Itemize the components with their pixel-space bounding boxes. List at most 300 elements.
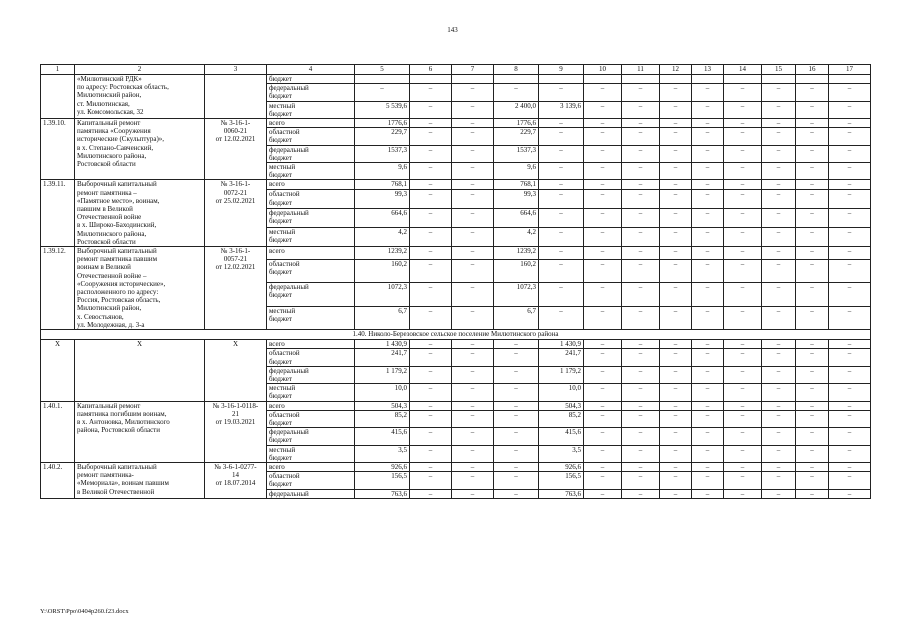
amount-cell: – [584, 410, 622, 427]
amount-cell: – [692, 401, 724, 410]
amount-cell: – [762, 119, 796, 128]
funding-source: федеральный бюджет [267, 84, 355, 101]
amount-cell: – [660, 259, 692, 283]
amount-cell: – [410, 401, 452, 410]
amount-cell: – [410, 101, 452, 118]
amount-cell: – [692, 101, 724, 118]
amount-cell: – [724, 119, 762, 128]
amount-cell: – [622, 306, 660, 330]
amount-cell: – [762, 340, 796, 349]
amount-cell: – [724, 349, 762, 366]
funding-source: местный бюджет [267, 306, 355, 330]
amount-cell: – [762, 101, 796, 118]
amount-cell: – [452, 445, 494, 462]
amount-cell: – [724, 401, 762, 410]
amount-cell: – [692, 228, 724, 247]
amount-cell: – [762, 445, 796, 462]
amount-cell [762, 75, 796, 84]
amount-cell: – [829, 209, 871, 228]
amount-cell: – [829, 119, 871, 128]
amount-cell: – [796, 306, 829, 330]
document-reference: № 3-6-1-0277- 14 от 18.07.2014 [205, 462, 267, 498]
amount-cell: – [410, 366, 452, 383]
amount-cell: – [539, 190, 584, 209]
column-number: 17 [829, 65, 871, 75]
amount-cell: – [796, 489, 829, 498]
amount-cell: – [829, 384, 871, 401]
amount-cell [355, 75, 410, 84]
amount-cell: – [410, 84, 452, 101]
amount-cell: 4,2 [355, 228, 410, 247]
amount-cell: – [622, 428, 660, 445]
amount-cell: 4,2 [494, 228, 539, 247]
amount-cell: – [355, 84, 410, 101]
amount-cell: – [584, 209, 622, 228]
amount-cell: – [410, 145, 452, 162]
amount-cell: – [762, 306, 796, 330]
amount-cell: – [692, 119, 724, 128]
amount-cell: – [539, 306, 584, 330]
amount-cell: – [692, 340, 724, 349]
item-number: 1.39.11. [41, 180, 75, 247]
amount-cell: – [539, 283, 584, 307]
amount-cell: – [452, 472, 494, 489]
amount-cell: – [539, 145, 584, 162]
amount-cell: – [692, 489, 724, 498]
funding-source: федеральный бюджет [267, 283, 355, 307]
amount-cell: – [410, 410, 452, 427]
amount-cell: – [452, 428, 494, 445]
amount-cell: 1239,2 [494, 247, 539, 259]
amount-cell: – [622, 340, 660, 349]
object-name: Капитальный ремонт памятника «Сооружения исторические (Скульптура)», в х. Степано-Савченский, Милютинского района, Ростовской области [75, 119, 205, 180]
amount-cell: – [796, 128, 829, 145]
amount-cell: – [692, 349, 724, 366]
amount-cell: – [762, 128, 796, 145]
amount-cell: – [724, 101, 762, 118]
funding-source: местный бюджет [267, 101, 355, 118]
funding-source: местный бюджет [267, 445, 355, 462]
table-row [41, 462, 871, 471]
amount-cell: – [829, 489, 871, 498]
amount-cell: 160,2 [494, 259, 539, 283]
amount-cell: – [584, 145, 622, 162]
amount-cell: – [452, 145, 494, 162]
amount-cell: – [539, 163, 584, 180]
amount-cell: – [692, 306, 724, 330]
amount-cell: – [584, 428, 622, 445]
object-name: «Милютинский РДК» по адресу: Ростовская область, Милютинский район, ст. Милютинская, ул. Комсомольская, 32 [75, 75, 205, 119]
amount-cell: – [660, 384, 692, 401]
amount-cell: – [692, 428, 724, 445]
column-number: 1 [41, 65, 75, 75]
document-reference: № 3-16-1- 0072-21 от 25.02.2021 [205, 180, 267, 247]
amount-cell: – [724, 84, 762, 101]
amount-cell: 10,0 [355, 384, 410, 401]
amount-cell: – [622, 190, 660, 209]
amount-cell: – [762, 247, 796, 259]
amount-cell: – [829, 163, 871, 180]
amount-cell: – [724, 462, 762, 471]
amount-cell: – [584, 163, 622, 180]
amount-cell: – [829, 306, 871, 330]
amount-cell: – [660, 462, 692, 471]
amount-cell: 768,1 [494, 180, 539, 190]
funding-source: областной бюджет [267, 259, 355, 283]
amount-cell: – [539, 84, 584, 101]
amount-cell: – [584, 445, 622, 462]
item-number: 1.39.10. [41, 119, 75, 180]
amount-cell: – [829, 349, 871, 366]
amount-cell: – [762, 489, 796, 498]
amount-cell: – [692, 384, 724, 401]
amount-cell: – [724, 209, 762, 228]
amount-cell: 3,5 [355, 445, 410, 462]
amount-cell: – [762, 366, 796, 383]
amount-cell: 504,3 [539, 401, 584, 410]
amount-cell: – [452, 283, 494, 307]
amount-cell: – [539, 119, 584, 128]
amount-cell: – [762, 410, 796, 427]
item-number: Х [41, 340, 75, 401]
amount-cell: – [692, 145, 724, 162]
amount-cell: – [724, 472, 762, 489]
amount-cell: – [452, 180, 494, 190]
amount-cell: – [452, 306, 494, 330]
amount-cell: – [539, 180, 584, 190]
funding-source: областной бюджет [267, 410, 355, 427]
amount-cell: – [796, 180, 829, 190]
funding-source: всего [267, 180, 355, 190]
amount-cell: – [762, 190, 796, 209]
amount-cell: – [796, 259, 829, 283]
amount-cell: – [796, 247, 829, 259]
amount-cell: – [452, 401, 494, 410]
amount-cell: – [410, 209, 452, 228]
amount-cell: 1072,3 [355, 283, 410, 307]
funding-source: федеральный бюджет [267, 145, 355, 162]
amount-cell: – [584, 340, 622, 349]
amount-cell: – [584, 384, 622, 401]
amount-cell: 241,7 [539, 349, 584, 366]
amount-cell: – [452, 349, 494, 366]
amount-cell: – [494, 340, 539, 349]
amount-cell: – [796, 84, 829, 101]
amount-cell: 1 430,9 [355, 340, 410, 349]
document-reference [205, 75, 267, 119]
amount-cell: – [692, 366, 724, 383]
amount-cell: – [796, 190, 829, 209]
amount-cell: 415,6 [355, 428, 410, 445]
amount-cell: – [622, 247, 660, 259]
amount-cell: – [410, 462, 452, 471]
amount-cell: 1 179,2 [355, 366, 410, 383]
amount-cell: 1239,2 [355, 247, 410, 259]
amount-cell: – [660, 349, 692, 366]
amount-cell: – [494, 366, 539, 383]
section-row [41, 330, 871, 340]
amount-cell: – [622, 384, 660, 401]
funding-source: федеральный бюджет [267, 366, 355, 383]
amount-cell: 926,6 [539, 462, 584, 471]
amount-cell: – [410, 247, 452, 259]
amount-cell: – [796, 209, 829, 228]
amount-cell: 85,2 [539, 410, 584, 427]
amount-cell: – [829, 190, 871, 209]
object-name: Выборочный капитальный ремонт памятника павшим воинам в Великой Отечественной войне – «Сооружения исторические», расположенного по адресу: Россия, Ростовская область, Милютинский район, х. Севостьянов, ул. Молодежная, д. 3-а [75, 247, 205, 330]
amount-cell: – [724, 180, 762, 190]
table-row [41, 75, 871, 84]
amount-cell: – [494, 489, 539, 498]
amount-cell: – [584, 283, 622, 307]
amount-cell: – [724, 428, 762, 445]
amount-cell: – [584, 247, 622, 259]
amount-cell: – [660, 163, 692, 180]
amount-cell: – [660, 128, 692, 145]
column-number: 13 [692, 65, 724, 75]
column-number: 14 [724, 65, 762, 75]
amount-cell: – [539, 209, 584, 228]
amount-cell: 926,6 [355, 462, 410, 471]
funding-source: местный бюджет [267, 228, 355, 247]
amount-cell: – [622, 84, 660, 101]
amount-cell: 1072,3 [494, 283, 539, 307]
funding-source: федеральный бюджет [267, 428, 355, 445]
item-number [41, 75, 75, 119]
table-row [41, 247, 871, 259]
amount-cell [622, 75, 660, 84]
amount-cell: 9,6 [494, 163, 539, 180]
funding-source: всего [267, 119, 355, 128]
amount-cell: – [539, 228, 584, 247]
funding-source: всего [267, 462, 355, 471]
amount-cell: – [494, 445, 539, 462]
amount-cell: 99,3 [355, 190, 410, 209]
amount-cell: – [692, 472, 724, 489]
amount-cell: – [452, 489, 494, 498]
amount-cell: – [829, 247, 871, 259]
amount-cell: 763,6 [355, 489, 410, 498]
amount-cell: – [622, 163, 660, 180]
amount-cell: – [660, 472, 692, 489]
item-number: 1.40.2. [41, 462, 75, 498]
amount-cell: – [660, 445, 692, 462]
amount-cell: 1 430,9 [539, 340, 584, 349]
amount-cell: – [539, 128, 584, 145]
amount-cell: – [762, 180, 796, 190]
amount-cell: – [829, 180, 871, 190]
amount-cell: – [724, 283, 762, 307]
amount-cell: – [660, 209, 692, 228]
amount-cell: – [724, 445, 762, 462]
amount-cell: – [622, 180, 660, 190]
amount-cell: 156,5 [539, 472, 584, 489]
amount-cell: – [452, 209, 494, 228]
amount-cell: – [584, 349, 622, 366]
amount-cell: – [829, 472, 871, 489]
amount-cell: – [660, 366, 692, 383]
amount-cell: – [584, 228, 622, 247]
amount-cell: – [660, 247, 692, 259]
funding-source: всего [267, 247, 355, 259]
amount-cell: – [410, 472, 452, 489]
amount-cell: – [692, 84, 724, 101]
amount-cell: – [539, 247, 584, 259]
amount-cell [539, 75, 584, 84]
amount-cell: – [410, 445, 452, 462]
funding-source: федеральный бюджет [267, 209, 355, 228]
amount-cell: – [410, 190, 452, 209]
amount-cell: – [494, 462, 539, 471]
amount-cell: – [660, 340, 692, 349]
amount-cell: – [410, 306, 452, 330]
amount-cell: – [494, 472, 539, 489]
amount-cell: – [494, 428, 539, 445]
amount-cell: – [724, 384, 762, 401]
amount-cell: 768,1 [355, 180, 410, 190]
amount-cell: – [410, 283, 452, 307]
amount-cell: – [622, 228, 660, 247]
amount-cell: – [622, 283, 660, 307]
amount-cell: – [410, 128, 452, 145]
amount-cell: – [762, 401, 796, 410]
amount-cell: – [796, 349, 829, 366]
amount-cell: – [692, 128, 724, 145]
amount-cell: – [829, 410, 871, 427]
funding-source: областной бюджет [267, 472, 355, 489]
amount-cell: – [796, 101, 829, 118]
amount-cell: 415,6 [539, 428, 584, 445]
amount-cell: – [452, 163, 494, 180]
column-number: 15 [762, 65, 796, 75]
amount-cell: – [796, 119, 829, 128]
amount-cell: 6,7 [494, 306, 539, 330]
amount-cell: – [452, 228, 494, 247]
amount-cell: – [660, 84, 692, 101]
amount-cell: 1537,3 [494, 145, 539, 162]
table-row [41, 401, 871, 410]
amount-cell: – [622, 366, 660, 383]
section-title: 1.40. Николо-Березовское сельское поселение Милютинского района [41, 330, 871, 340]
amount-cell: 160,2 [355, 259, 410, 283]
item-number: 1.40.1. [41, 401, 75, 462]
amount-cell: – [829, 128, 871, 145]
amount-cell: 156,5 [355, 472, 410, 489]
amount-cell: – [829, 101, 871, 118]
amount-cell: – [692, 462, 724, 471]
amount-cell: – [692, 190, 724, 209]
funding-source: областной бюджет [267, 349, 355, 366]
amount-cell: – [796, 340, 829, 349]
amount-cell: – [724, 190, 762, 209]
funding-source: местный бюджет [267, 384, 355, 401]
funding-source: федеральный [267, 489, 355, 498]
amount-cell: – [410, 384, 452, 401]
amount-cell: – [452, 340, 494, 349]
amount-cell: – [410, 340, 452, 349]
amount-cell: – [762, 472, 796, 489]
amount-cell: – [622, 128, 660, 145]
amount-cell: – [660, 283, 692, 307]
amount-cell: – [724, 128, 762, 145]
amount-cell: – [584, 462, 622, 471]
amount-cell: – [494, 384, 539, 401]
amount-cell: – [410, 180, 452, 190]
column-number: 2 [75, 65, 205, 75]
amount-cell: – [829, 462, 871, 471]
object-name: Выборочный капитальный ремонт памятника- «Мемориала», воинам павшим в Великой Отечественной [75, 462, 205, 498]
funding-source: областной бюджет [267, 190, 355, 209]
amount-cell: – [584, 489, 622, 498]
column-number: 4 [267, 65, 355, 75]
amount-cell: – [622, 472, 660, 489]
amount-cell: – [829, 366, 871, 383]
amount-cell: – [692, 163, 724, 180]
table-row [41, 340, 871, 349]
funding-source: бюджет [267, 75, 355, 84]
amount-cell: – [584, 306, 622, 330]
amount-cell: – [452, 119, 494, 128]
amount-cell: 241,7 [355, 349, 410, 366]
amount-cell: – [584, 84, 622, 101]
amount-cell [692, 75, 724, 84]
amount-cell: 504,3 [355, 401, 410, 410]
amount-cell: – [762, 163, 796, 180]
amount-cell: – [762, 145, 796, 162]
amount-cell [494, 75, 539, 84]
amount-cell: 229,7 [355, 128, 410, 145]
item-number: 1.39.12. [41, 247, 75, 330]
column-number: 16 [796, 65, 829, 75]
amount-cell: – [796, 384, 829, 401]
table-row [41, 119, 871, 128]
column-number: 5 [355, 65, 410, 75]
amount-cell: – [724, 366, 762, 383]
amount-cell: 3 139,6 [539, 101, 584, 118]
amount-cell: – [796, 428, 829, 445]
amount-cell: – [410, 119, 452, 128]
amount-cell: 1 179,2 [539, 366, 584, 383]
amount-cell [724, 75, 762, 84]
column-number: 3 [205, 65, 267, 75]
amount-cell: – [829, 145, 871, 162]
amount-cell: – [622, 410, 660, 427]
amount-cell: 664,6 [355, 209, 410, 228]
amount-cell: – [660, 401, 692, 410]
amount-cell: – [762, 384, 796, 401]
amount-cell: – [539, 259, 584, 283]
amount-cell: – [724, 228, 762, 247]
amount-cell: – [796, 283, 829, 307]
amount-cell: 9,6 [355, 163, 410, 180]
amount-cell: – [584, 190, 622, 209]
amount-cell: – [584, 366, 622, 383]
amount-cell: – [692, 209, 724, 228]
amount-cell: – [452, 84, 494, 101]
amount-cell: – [584, 180, 622, 190]
amount-cell: – [622, 489, 660, 498]
amount-cell: 85,2 [355, 410, 410, 427]
amount-cell [660, 75, 692, 84]
funding-source: всего [267, 340, 355, 349]
amount-cell: – [692, 259, 724, 283]
amount-cell: – [622, 209, 660, 228]
amount-cell: – [622, 145, 660, 162]
amount-cell: 99,3 [494, 190, 539, 209]
funding-source: областной бюджет [267, 128, 355, 145]
amount-cell: – [762, 228, 796, 247]
amount-cell: – [660, 190, 692, 209]
